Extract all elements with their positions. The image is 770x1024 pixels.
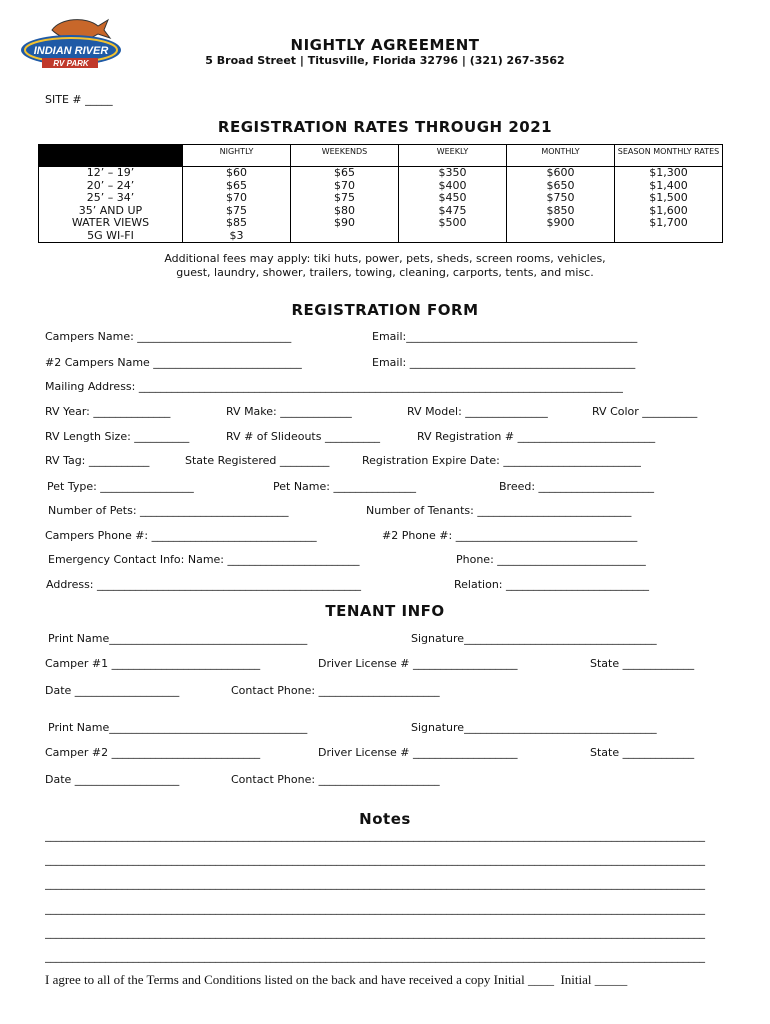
header-weekly: WEEKLY <box>399 145 507 167</box>
rate-value: $1,300 <box>649 166 688 179</box>
notes-title: Notes <box>359 810 411 828</box>
rate-value: $500 <box>438 216 467 229</box>
driver-license-2-field[interactable]: Driver License # ___________________ <box>318 746 518 759</box>
row-label: 5G WI-FI <box>87 228 134 242</box>
rv-registration-field[interactable]: RV Registration # _________________________ <box>417 430 656 443</box>
state-2-field[interactable]: State _____________ <box>590 746 695 759</box>
logo-text-bottom: RV PARK <box>53 59 89 68</box>
rate-value: $350 <box>438 166 467 179</box>
rates-title: REGISTRATION RATES THROUGH 2021 <box>217 118 553 136</box>
camper-1-field[interactable]: Camper #1 ___________________________ <box>45 657 261 670</box>
rate-value: $750 <box>546 191 575 204</box>
pet-type-field[interactable]: Pet Type: _________________ <box>47 480 194 493</box>
terms-agreement-initials[interactable]: I agree to all of the Terms and Conditions listed on the back and have received a copy Initial ____ Initial _____ <box>45 972 628 987</box>
nightly-cell <box>183 167 291 243</box>
rv-model-field[interactable]: RV Model: _______________ <box>407 405 548 418</box>
campers-name-2-field[interactable]: #2 Campers Name ___________________________ <box>45 356 302 369</box>
rv-year-field[interactable]: RV Year: ______________ <box>45 405 171 418</box>
header-nightly: NIGHTLY <box>183 145 291 167</box>
rate-value: $75 <box>334 191 355 204</box>
notes-line[interactable]: ________________________________________________________________________________________________________________________ <box>45 950 705 963</box>
rate-value: $65 <box>226 178 247 192</box>
rv-length-field[interactable]: RV Length Size: __________ <box>45 430 190 443</box>
rate-value: $650 <box>546 178 575 192</box>
monthly-cell <box>507 167 615 243</box>
rv-tag-field[interactable]: RV Tag: ___________ <box>45 454 150 467</box>
signature-1-field[interactable]: Signature___________________________________ <box>411 632 657 645</box>
print-name-2-field[interactable]: Print Name____________________________________ <box>48 721 308 734</box>
relation-field[interactable]: Relation: __________________________ <box>454 578 649 591</box>
rate-value: $450 <box>438 191 467 204</box>
rate-value: $850 <box>546 203 575 217</box>
logo-text-top: INDIAN RIVER <box>33 45 109 57</box>
header-monthly: MONTHLY <box>507 145 615 167</box>
weekly-cell <box>399 167 507 243</box>
signature-2-field[interactable]: Signature___________________________________ <box>411 721 657 734</box>
pet-name-field[interactable]: Pet Name: _______________ <box>273 480 416 493</box>
season-cell <box>615 167 723 243</box>
emergency-contact-name-field[interactable]: Emergency Contact Info: Name: ________________________ <box>48 553 360 566</box>
additional-fees-note <box>0 252 770 279</box>
fees-line: guest, laundry, shower, trailers, towing, cleaning, carports, tents, and misc. <box>176 265 594 279</box>
email-2-field[interactable]: Email: _________________________________________ <box>372 356 636 369</box>
rate-value: $60 <box>226 166 247 179</box>
campers-phone-field[interactable]: Campers Phone #: ______________________________ <box>45 529 317 542</box>
rates-table <box>38 144 723 243</box>
phone-2-field[interactable]: #2 Phone #: _________________________________ <box>382 529 638 542</box>
email-field[interactable]: Email:__________________________________________ <box>372 330 638 343</box>
rate-value: $1,700 <box>649 216 688 229</box>
number-of-pets-field[interactable]: Number of Pets: ___________________________ <box>48 504 289 517</box>
rate-value: $1,500 <box>649 191 688 204</box>
state-1-field[interactable]: State _____________ <box>590 657 695 670</box>
emergency-address-field[interactable]: Address: ________________________________________________ <box>46 578 362 591</box>
fees-line: Additional fees may apply: tiki huts, power, pets, sheds, screen rooms, vehicles, <box>164 252 606 265</box>
mailing-address-field[interactable]: Mailing Address: ________________________________________________________________________________________ <box>45 380 623 393</box>
header-season-monthly: SEASON MONTHLY RATES <box>615 145 723 167</box>
rate-value: $400 <box>438 178 467 192</box>
number-of-tenants-field[interactable]: Number of Tenants: ____________________________ <box>366 504 632 517</box>
document-title: NIGHTLY AGREEMENT <box>290 36 480 54</box>
row-labels-cell <box>39 167 183 243</box>
rate-value: $85 <box>226 216 247 229</box>
driver-license-1-field[interactable]: Driver License # ___________________ <box>318 657 518 670</box>
row-label: 20’ – 24’ <box>86 178 135 192</box>
rate-value: $70 <box>334 178 355 192</box>
date-1-field[interactable]: Date ___________________ <box>45 684 180 697</box>
rate-value: $1,600 <box>649 203 688 217</box>
weekends-cell <box>291 167 399 243</box>
header-weekends: WEEKENDS <box>291 145 399 167</box>
notes-line[interactable]: ________________________________________________________________________________________________________________________ <box>45 902 705 915</box>
notes-line[interactable]: ________________________________________________________________________________________________________________________ <box>45 877 705 890</box>
row-label: 25’ – 34’ <box>86 191 135 204</box>
contact-phone-2-field[interactable]: Contact Phone: ______________________ <box>231 773 440 786</box>
camper-2-field[interactable]: Camper #2 ___________________________ <box>45 746 261 759</box>
state-registered-field[interactable]: State Registered _________ <box>185 454 330 467</box>
row-label: WATER VIEWS <box>71 216 150 229</box>
emergency-phone-field[interactable]: Phone: ___________________________ <box>456 553 646 566</box>
campers-name-field[interactable]: Campers Name: ____________________________ <box>45 330 292 343</box>
row-label: 35’ AND UP <box>78 203 143 217</box>
rate-value: $3 <box>229 228 244 242</box>
rate-value: $70 <box>226 191 247 204</box>
notes-line[interactable]: ________________________________________________________________________________________________________________________ <box>45 926 705 939</box>
rate-value: $90 <box>334 216 355 229</box>
rate-value: $80 <box>334 203 355 217</box>
rv-make-field[interactable]: RV Make: _____________ <box>226 405 352 418</box>
park-address: 5 Broad Street | Titusville, Florida 32796 | (321) 267-3562 <box>205 54 565 67</box>
contact-phone-1-field[interactable]: Contact Phone: ______________________ <box>231 684 440 697</box>
registration-form-title: REGISTRATION FORM <box>291 301 479 319</box>
tenant-info-title: TENANT INFO <box>325 602 445 620</box>
rv-color-field[interactable]: RV Color __________ <box>592 405 698 418</box>
breed-field[interactable]: Breed: _____________________ <box>499 480 655 493</box>
print-name-1-field[interactable]: Print Name____________________________________ <box>48 632 308 645</box>
rate-value: $600 <box>546 166 575 179</box>
rate-value: $1,400 <box>649 178 688 192</box>
rate-value: $65 <box>334 166 355 179</box>
row-label: 12’ – 19’ <box>86 166 135 179</box>
rv-slideouts-field[interactable]: RV # of Slideouts __________ <box>226 430 380 443</box>
notes-line[interactable]: ________________________________________________________________________________________________________________________ <box>45 829 705 842</box>
rate-value: $900 <box>546 216 575 229</box>
date-2-field[interactable]: Date ___________________ <box>45 773 180 786</box>
rate-value: $75 <box>226 203 247 217</box>
rate-value: $475 <box>438 203 467 217</box>
rates-header-blank <box>39 145 183 167</box>
registration-expire-field[interactable]: Registration Expire Date: _________________________ <box>362 454 641 467</box>
site-number-field[interactable]: SITE # _____ <box>45 93 113 106</box>
notes-line[interactable]: ________________________________________________________________________________________________________________________ <box>45 853 705 866</box>
